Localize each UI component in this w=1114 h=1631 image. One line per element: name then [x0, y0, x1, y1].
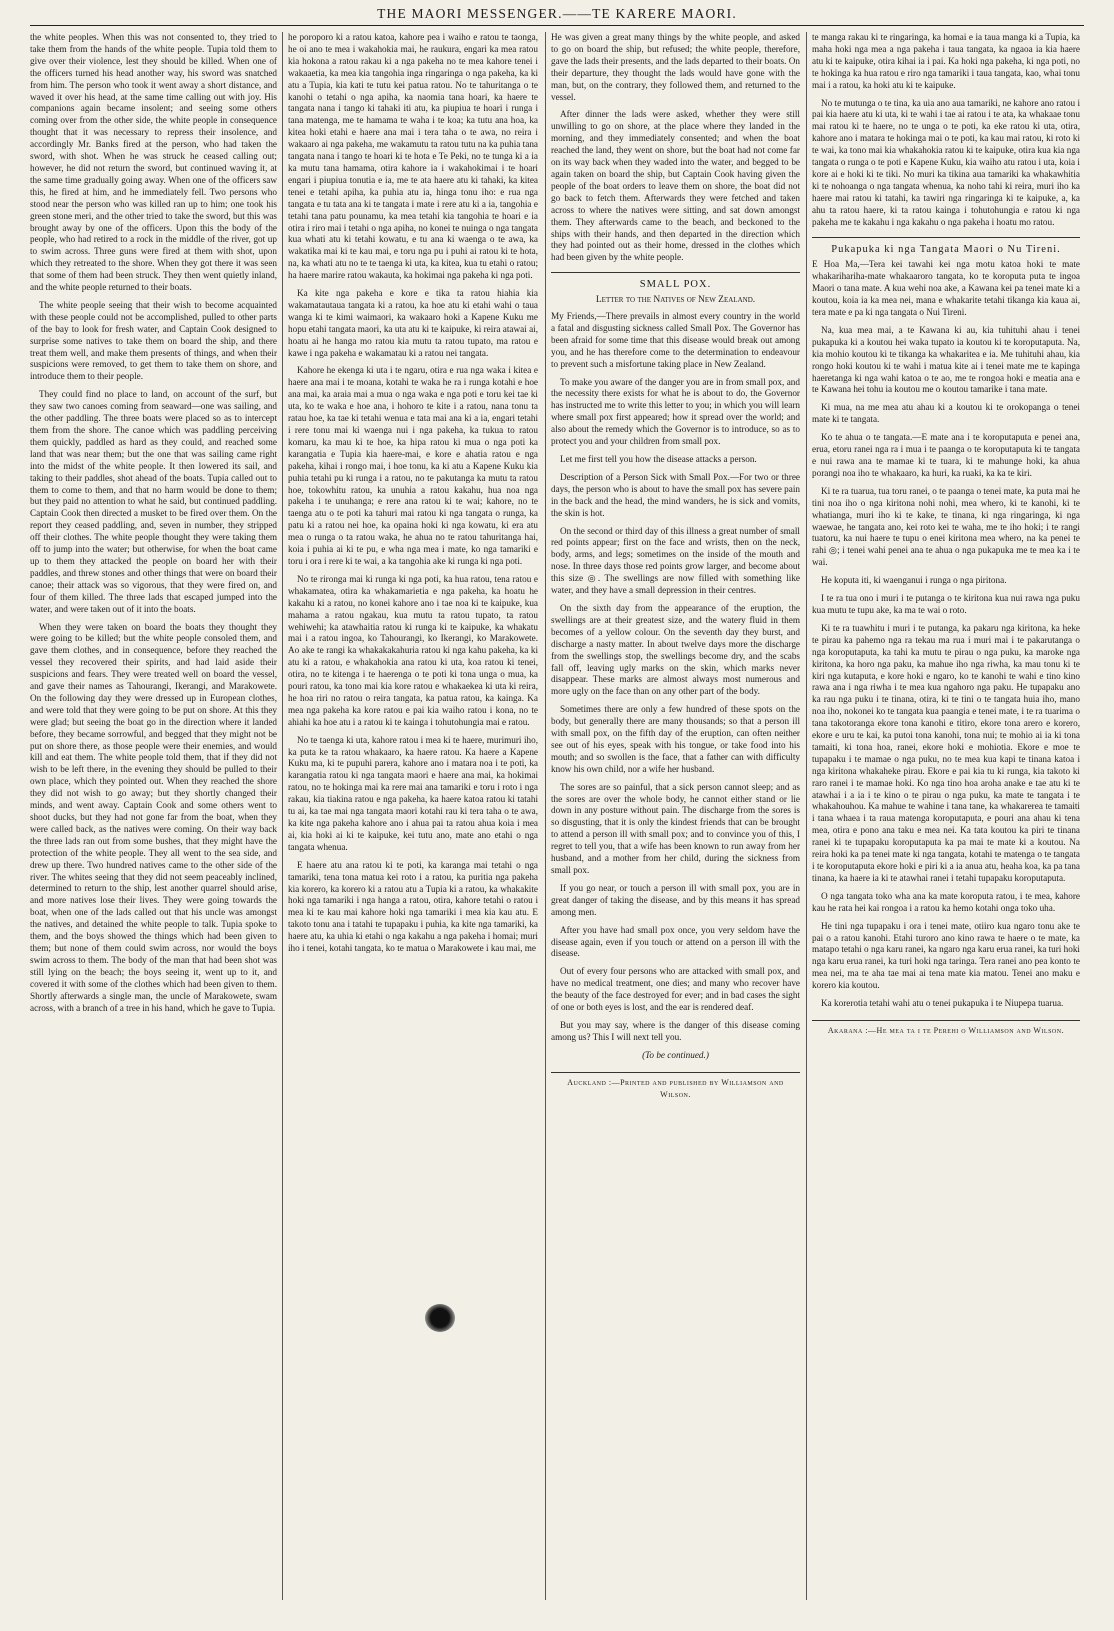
- section-title-maori: Pukapuka ki nga Tangata Maori o Nu Tireni.: [812, 237, 1080, 256]
- paragraph: The sores are so painful, that a sick person cannot sleep; and as the sores are over the whole body, he cannot either stand or lie down in any posture without pain. The discharge from the sores is so disgusting, that it is only the kindest friends that can be brought to attend a person ill with small pox; and to convince you of this, I regret to tell you, that a wife has been known to run away from her husband, and a mother from her child, during the sickness from small pox.: [551, 781, 800, 875]
- paragraph: Na, kua mea mai, a te Kawana ki au, kia tuhituhi ahau i tenei pukapuka ki a koutou hei waka tupato ia koutou ki te koroputaputa. Na, kia mohio koutou ki te tikanga ka whakaritea e ia. Me tuhituhi ahau, kia rongo hoki koutou ki te wahi i matua kite ai i tenei mate me te kapinga haeretanga ki nga wahi katoa o te ao, me te rongoa hoki e meatia ana e te Kawana hei tohu ia koutou me o koutou tamarike i tana mate.: [812, 324, 1080, 395]
- paragraph: The white people seeing that their wish to become acquainted with these people could not be accomplished, pulled to other parts of the bay to look for fresh water, and Captain Cook designed to surprise some natives to take them on board the ship, and there treat them well, and make them presents of things, and when their suspicions were removed, to get them to take them on shore, and introduce them to their people.: [30, 299, 277, 382]
- paragraph: E haere atu ana ratou ki te poti, ka karanga mai tetahi o nga tamariki, tena tona matua kei roto i a ratou, ka puritia nga pakeha kia korero, ka korero ki a ratou atu a Tupia ki a ratou, ka whakakite hoki nga tamariki i nga hanga a ratou, otira, kahore tetahi o ratou i mea ki te kau mai kahore hoki nga tamariki i mea kia kau atu. E takoto tonu ana i tatahi te tupapaku i puhia, ka kite nga tamariki, ka haere atu, ka uhia ki etahi o nga kakahu a nga pakeha i homai; muri iho i tenei, kotahi tangata, ko te matua o Marakowete i kau mai, me: [288, 859, 538, 954]
- column-rule: [282, 32, 283, 1600]
- paragraph: Kahore he ekenga ki uta i te ngaru, otira e rua nga waka i kitea e haere ana mai i te moana, kotahi te waka he ra i runga kotahi e hoe ana mai, ka araia mai a mua o nga waka e nga poti e toru kei tae ki uta, ko te waka e hoe ana, i hohoro te kite i a ratou, nana tonu ta ratau hoe, ka tae ki tetahi wenua e tata mai ana ki a ia, engari tetahi i rere tonu mai ki waenga nui i nga pakeha, ka tukua to ratou komaru, ka mau ki te hoe, ka hipa ratou ki mua o nga poti ka karangatia e Tupia kia haere-mai, e kore e ahatia ratou e nga pakeha, kihai i rongo mai, i hoe tonu, ka ki atu a Kapene Kuku kia puhia tetahi pu ki runga i a ratou, no te pakutanga ka mutu ta ratou hoe, tokowhitu ratou, ka unuhia a ratou kakahu, hua noa nga pakeha i te unuhanga; e rere ana ratou ki te wai; kahore, no te taenga atu o te poti ka tahuri mai ratou ki nga tangata o runga, ka patu ki a ratou nei hoe, ka opaina hoki ki nga kowatu, ki era atu mea o runga o ta ratou waka, he ahua no te ratou tahuritanga hai, koia i puhia ai ki te pu, e wha nga mea i mate, ko nga tamariki e toru i ora i rere ki te wai, a ka tangohia ake ki runga ki nga poti.: [288, 365, 538, 566]
- paragraph: Ki te ra tuarua, tua toru ranei, o te paanga o tenei mate, ka puta mai he tini noa iho o nga kiritona nohi nohi, mea whero, ki te kanohi, ki te whatianga, muri iho ki te kake, te tinana, ki nga ringaringa, ki nga waewae, he tangata ano, kei roto kei te waha, me te iho hoki; i te rangi tuatoru, ka nui haere te tupu o enei kiritona mea whero, na ka penei te rahi ◎; i tenei wahi penei ana te ahua o nga pukapuka me te mea ka i te wai.: [812, 485, 1080, 568]
- paragraph: My Friends,—There prevails in almost every country in the world a fatal and disgusting sickness called Small Pox. The Governor has been afraid for some time that this disease would break out among you, and he has therefore come to the determination to endeavour to prevent such a misfortune taking place in New Zealand.: [551, 311, 800, 369]
- paragraph: After you have had small pox once, you very seldom have the disease again, even if you touch or attend on a person ill with the disease.: [551, 924, 800, 959]
- paragraph: If you go near, or touch a person ill with small pox, you are in great danger of taking the disease, and by this means it has spread among men.: [551, 882, 800, 917]
- paragraph: Ka korerotia tetahi wahi atu o tenei pukapuka i te Niupepa tuarua.: [821, 998, 1064, 1009]
- paragraph: After dinner the lads were asked, whether they were still unwilling to go on shore, at the place where they landed in the morning, and they immediately consented; and when the boat reached the land, they went on shore, but the boat had not come far on its way back when they waded into the water, and begged to be again taken on board the ship, but Captain Cook having given the people of the boat orders to leave them on shore, the boat did not go back to fetch them. Afterwards they were fetched and taken across to where the natives were sitting, and sat down amongst them. They afterwards came to the beach, and beckoned to the ships with their hands, and then departed in the direction which they had pointed out as their home, dressed in the clothes which had been given by the white people.: [551, 109, 800, 263]
- column-rule: [806, 32, 807, 1600]
- paragraph: He was given a great many things by the white people, and asked to go on board the ship, but refused; the white people, therefore, gave the lads their presents, and the lads departed to their boats. On their departure, they thought the lads would have gone with the man, but, on the contrary, they followed them, and returned to the vessel.: [551, 32, 800, 102]
- paragraph: When they were taken on board the boats they thought they were going to be killed; but the white people consoled them, and gave them clothes, and in consequence, before they reached the vessel they recovered their spirits, and had laid aside their suspicions and fears. They were treated well on board the vessel, and gave their names as Tahourangi, Ikerangi, and Marakowete. On the following day they were dressed up in European clothes, and were told that they were going to be put on shore. At this they were glad; but seeing the boat go in the direction where it landed before, they became sorrowful, and begged that they might not be put on shore there, as those people were their enemies, and would kill and eat them. The white people told them, that if they did not wish to be left there, in the evening they should be pulled to their own place, which they pointed out. When they reached the shore they did not wish to go away; but they shortly changed their minds, and went away. Captain Cook and some others went to shoot ducks, but they had not gone far from the boat, when they were called back, as the natives were coming. On their way back the three lads ran out from some bushes, that they might have the protection of the white people. They all went to the sea side, and drew up there. Two hundred natives came to the other side of the river. The whites seeing that they did not seem peaceably inclined, determined to return to the ship, lest another quarrel should arise, and more natives lose their lives. They were going towards the boat, when one of the lads called out that his uncle was amongst the natives, and detained the white people to talk. Tupia spoke to them, and the boys showed the things which had been given to them; but none of them could swim across, nor would the boys swim across to them. The body of the man that had been shot was still lying on the beach; the boys seeing it, went up to it, and covered it with some of the clothes which had been given to them. Shortly afterwards a single man, the uncle of Marakowete, swam across, with a branch of a tree in his hand, which he gave to Tupia.: [30, 621, 277, 1013]
- paragraph: Ki mua, na me mea atu ahau ki a koutou ki te orokopanga o tenei mate ki te tangata.: [812, 402, 1080, 425]
- imprint-english: Auckland :—Printed and published by Williamson and Wilson.: [551, 1072, 800, 1101]
- paragraph: he poroporo ki a ratou katoa, kahore pea i waiho e ratou te taonga, he oi ano te mea i wakahokia mai, he raukura, engari ka mea ratou kia hokona a ratou rakau ki a nga pakeha no te mea kahore tenei i wakaaetia, ka mea kia tangohia inga ringaringa o nga pakeha, ka ki atu a Tupia, kia kati te tutu kei patua ratou. No te tahuritanga o te kanohi o tetahi o nga apiha, ka naomia tana hoari, ka haere te tangata nana i tango ki tahaki iti atu, ka piupiua te hoari i runga i tana matenga, me te hamama te waha i te koa; ka tutu ana hoa, ka kitea hoki etahi e haere ana mai i tera taha o te awa, no reira i wakaaro ai nga pakeha, me wakamutu ta ratou tutu na ka puhia tana tangata nana i tango te hoari ki te hota e Te Peki, no te tunga ki a ia ka mutu tana hamama, otira kahore ia i wakahokimai i te hoari engari i piupiua tonutia e ia, me te ata haere atu ki tahaki, ka kitea tenei e tetahi apiha, ka puhia atu ia, hinga tonu iho: e rua nga tangata e tu tata ana ki te tangata i mate i rere atu ki a ia, tangohia e tetahi tana patu pounamu, ka mea tetahi kia tangohia te hoari e ia otira i riro mai i tetahi o nga apiha, no konei te nuinga o nga tangata kua whati atu ki tetahi kowatu, e tu ana ki waenga o te awa, ka wakatika mai ki te kau mai, e toru nga pu i puhi ai ratou ki te hota, na, ka whati atu no te te taenga ki uta, ka kitea, kua tu etahi o ratou; ha haere marire ratou wakauta, ka hokimai nga pakeha ki nga poti.: [288, 32, 538, 281]
- paragraph: Ko te ahua o te tangata.—E mate ana i te koroputaputa e penei ana, erua, etoru ranei nga ra i mua i te paanga o te koroputaputa ki te tangata e nui rawa ana te mamae ki te tuara, ki te mahunge hoki, ka ahua porangi noa iho te whakaaro, ka huri, ka ruaki, ka ka te kiri.: [812, 432, 1080, 478]
- paragraph: No te taenga ki uta, kahore ratou i mea ki te haere, murimuri iho, ka puta ke ta ratou whakaaro, ka haere ratou. Ka haere a Kapene Kuku ma, ki te pupuhi parera, kahore ano i matara noa i te poti, ka karangatia ratou ki nga tangata maori e haere ana mai, ka hokimai ratou, no te hokinga mai ka rere mai ana tamariki e toru i roto i nga rakau, kia tiakina ratou e nga pakeha, ka haere katoa ratou ki tatahi tu ai, ka tae mai nga tangata maori kotahi rau ki tera taha o te awa, ka kite nga pakeha kahore ano i ahua pai ta ratou ahua koia i mea ai, kia hoki ai ki te kaipuke, kei tutu ano, mate ano etahi o nga tangata whenua.: [288, 734, 538, 852]
- to-be-continued: (To be continued.): [642, 1049, 709, 1060]
- ink-blot: [425, 1304, 455, 1332]
- section-subhead: Letter to the Natives of New Zealand.: [595, 295, 756, 306]
- paragraph: Description of a Person Sick with Small Pox.—For two or three days, the person who is about to have the small pox has severe pain in the back and the head, the mind wanders, he is sick and vomits, the skin is hot.: [551, 471, 800, 518]
- section-title: SMALL POX.: [551, 272, 800, 291]
- paragraph: Let me first tell you how the disease attacks a person.: [560, 454, 757, 464]
- paragraph: No te mutunga o te tina, ka uia ano aua tamariki, ne kahore ano ratou i pai kia haere atu ki uta, ki te wahi i tae ai ratou i te ata, ka whakaae tonu mai ratou ki te haere, no te unga o te poti, ka eke ratou ki uta, otira, kahore ano i matara te hokinga mai o te poti, ka kau mai ratou, ki roto ki te wai, ka tono mai kia whakahokia ratou ki te kaipuke, otira kua kia nga tangata o runga o te poti e Kapene Kuku, kia waiho atu ratou i uta, koia i kore ai e hoki ki te tiki. No muri ka tikina aua tamariki ka whakawhitia ki te nohoanga o nga tangata whenua, ka noho tahi ki reira, muri iho ka haere mai ratou ki tatahi, ka tawiri nga ringaringa ki te kaipuke, a, ka ahu ta ratou haere, ki ta ratou kainga i tohutohungia e ratou ki nga pakeha me te kakahu i nga kakahu o nga pakeha i hoatu mo ratou.: [812, 97, 1080, 227]
- imprint-maori: Akarana :—He mea ta i te Perehi o Williamson and Wilson.: [812, 1020, 1080, 1037]
- column-maori-cook: [288, 32, 538, 1604]
- paragraph: To make you aware of the danger you are in from small pox, and the necessity there exists for what he is about to do, the Governor has instructed me to write this letter to you; in which you will learn where small pox first appeared; how it spread over the world; and also about the remedy which the Governor is to introduce, so as to protect you and your children from small pox.: [551, 376, 800, 447]
- paragraph: He koputa iti, ki waenganui i runga o nga piritona.: [821, 575, 1007, 586]
- paragraph: Ka kite nga pakeha e kore e tika ta ratou hiahia kia wakamatautaua tangata ki a ratou, ka hoe atu ki etahi wahi o taua wanga ki te kimi waimaori, ka wakaaro hoki a Kapene Kuku me hopu etahi tangata maori, ka uta atu ki te kaipuke, ki reira atawai ai, hoatu ai he hanga mo ratou kia mutu ta ratou tupato, ma ratou e kawe i nga pakeha e wakamatau ki a ratou nei tangata.: [288, 288, 538, 358]
- paragraph: Ki te ra tuawhitu i muri i te putanga, ka pakaru nga kiritona, ka heke te pirau ka pahemo nga ra tekau ma rua i muri mai i te pakarutanga o nga koroputaputa, ka tahi ka mutu te pirau o nga puku, ka maroke nga kiritona, ka horo nga paku, ka mahue iho nga riwha, ka mau tonu ki te kiri nga kutaputa, e kore hoki e ngaro, ko te kanohi te wahi e tino kino rawa ana i nga riwha i te mea kua ngahoro nga paku. He tupapaku ano ka rau nga puku i te tinana, otira, ki te tini o te tangata huia iho, mano noa iho, nokonei ko te tangata kua paangia e tenei mate, i te ra tuarima o tana takotoranga ekore tona kanohi e titiro, ekore tona arero e korero, ekore e uru te kai, ka putoi tona kanohi, tona nui; te mohio ai ia ki tona tamaiti, ki tona hoa, ranei, ekore hoki e mohiotia. Ekore e moe te tupapaku i te mamae o nga puku, no te mea kua kapi te tinana katoa i nga kiritona whakaheke pirau. Ekore e pai kia tu ki runga, kia takoto ki raro ranei i te mamae hoki. Ko nga tino hoa aroha anake e tae atu ki te atawhai i a ia i te kino o te pirau o nga puku, ka mate te tangata i te whakahouhou. Ka mahue te wahine i tana tane, ka whakarerea te tamaiti i tana whaea i ta raua matenga koroputaputa, e pouri ana ahau ki tena mea, otira e pono ana taku e mea nei. Ka tata koutou ka piri te tinana ranei ki te tupapaku koroputaputa ka pa mai te mate ki a koutou. Na reira hoki ka pa tenei mate ki nga tangata, kotahi te matenga o te tangata i te koroputaputa ekore hoki e piri ki a ia anua atu, heaha koa, ka pa tana tinana, ka haere ia ki te atawhai ranei i tetahi tupapaku koroputaputa.: [812, 622, 1080, 883]
- paragraph: He tini nga tupapaku i ora i tenei mate, otiiro kua ngaro tonu ake te pai o a ratou kanohi. Etahi turoro ano kino rawa te haere o te mate, ka matapo tetahi o nga karu ranei, ka ngaro nga karu erua ranei, ka turi hoki nga karu erua ranei, ka turi hoki nga taringa. Tera ranei ano pea konto te mea nei, ma te aha tae mai ai tena mate kia matou. Tenei ano maku e korero kia koutou.: [812, 920, 1080, 991]
- paragraph: Sometimes there are only a few hundred of these spots on the body, but generally there are many thousands; so that a person ill with small pox, on the fifth day of the eruption, can often neither see out of his eyes, speak with his tongue, or take food into his mouth; and so swollen is the face, that a father can with difficulty know his own child, nor a wife her husband.: [551, 704, 800, 774]
- column-maori-smallpox: [812, 32, 1080, 1604]
- paragraph: On the second or third day of this illness a great number of small red points appear; first on the face and wrists, then on the neck, body, arms, and legs; sometimes on the inside of the mouth and nose. In three days those red points grow larger, and become about this size ◎. The swellings are now filled with something like water, and they have a small depression in their centres.: [551, 525, 800, 596]
- paragraph: O nga tangata toko wha ana ka mate koroputa ratou, i te mea, kahore kau he rata hei kai rongoa i a ratou ka hemo kotahi onga toko uha.: [812, 890, 1080, 913]
- paragraph: te manga rakau ki te ringaringa, ka homai e ia taua manga ki a Tupia, ka maha hoki nga mea a nga pakeha i taua tangata, ka ngaoa ia kia haere atu ki te kaipuke, otira kihai ia i pai. Ka hoki nga pakeha, ki nga poti, no te hokinga ka hua ratou e riro nga tamariki i taua tangata, kao, whai tonu mai i a ratou, ka hoki atu ki te kaipuke.: [812, 32, 1080, 90]
- paragraph: But you may say, where is the danger of this disease coming among us? This I will next tell you.: [551, 1019, 800, 1042]
- paragraph: E Hoa Ma,—Tera kei tawahi kei nga motu katoa hoki te mate whakarihariha-mate whakaaroro tangata, ko te koroputa puta te ingoa Maori o tana mate. A kua wehi noa ake, a Kawana kei pa tenei mate ki a koutou, koia ia ka mea nei, mana e whakarite tetahi tikanga kia kaua ai, tera mate e pa ki nga tangata o Nui Tireni.: [812, 259, 1080, 318]
- column-rule: [545, 32, 546, 1600]
- column-english-cook: [30, 32, 277, 1604]
- column-english-smallpox: [551, 32, 800, 1604]
- masthead: THE MAORI MESSENGER.——TE KARERE MAORI.: [30, 6, 1084, 26]
- paragraph: the white peoples. When this was not consented to, they tried to take them from the hands of the white people. Tupia told them to give over their violence, lest they should be killed. When one of the officers turned his head another way, his sword was snatched from him. The person who took it went away a short distance, and waved it over his head, at the same time calling out with joy. His companions again became insolent; and seeing some others coming over from the other side, the white people in consequence thought that it was necessary to repress their insolence, and accordingly Mr. Banks fired at the person, who had taken the sword, with shot. When he was struck he ceased calling out; however, he did not return the sword, but continued waving it, at the same time gradually going away. When one of the officers saw this, he fired at him, and he immediately fell. Two persons who stood near the person who was killed ran up to him; one took his green stone meri, and the other tried to take the sword, but this was brought away by one of the officers. Upon this the body of the people, who had retired to a rock in the middle of the river, got up to swim across. Three guns were fired at them with shot, upon which they retreated to the shore. When they got there it was seen that some of them had been struck. They then went quietly inland, and the white people returned to their boats.: [30, 32, 277, 293]
- paragraph: On the sixth day from the appearance of the eruption, the swellings are at their greatest size, and the watery fluid in them becomes of a yellow colour. On the seventh day they burst, and discharge a nasty matter. In about twelve days more the discharge from the swellings stop, the swellings become dry, and the scabs fall off, leaving ugly marks on the skin, which marks never disappear. These marks are almost always most numerous and more ugly on the face than on any other part of the body.: [551, 602, 800, 697]
- paragraph: Out of every four persons who are attacked with small pox, and have no medical treatment, one dies; and many who recover have the beauty of the face destroyed for ever; and in bad cases the sight of one or both eyes is lost, and the ear is rendered deaf.: [551, 966, 800, 1013]
- paragraph: No te rironga mai ki runga ki nga poti, ka hua ratou, tena ratou e whakamatea, otira ka whakamarietia e nga pakeha, ka hoatu he kakahu ki a ratou, no konei kahore ano i tae noa ki te kaipuke, kua mahama a ratou ngakau, kua mutu ta ratou tupato, ta ratou wehiwehi; ka atawhaitia ratou ki runga ki te kaipuke, ka whakatu mai i a ratou ingoa, ko Tahourangi, ko Ikerangi, ko Marakowete. Ao ake te rangi ka whakakakahuria ratou ki nga kahu pakeha, ka ki atu ki a ratou, e whakahokia ana ratou ki uta, koa ratou ki tenei, otira, no te kitenga i te haerenga o te poti ki tona unga o mua, ka pouri ratou, ka tono mai kia kore ratou e whakaekea ki uta ki reira, he hoa riri no ratou o reira tangata, ka patua ratou, ka kainga. Ka mea nga pakeha ka kore ratou e pai kia waiho ratou i kona, no te ahiahi ka hoe atu i a ratou ki te kainga i tohutohungia mai e ratou.: [288, 573, 538, 727]
- paragraph: They could find no place to land, on account of the surf, but they saw two canoes coming from seaward—one was sailing, and the other paddling. The three boats were placed so as to intercept them from the shore. The canoe which was paddling perceiving them quickly, paddled as hard as they could, and reached some land that was near them; but the one that was sailing came right into the midst of the white people. It then lowered its sail, and taking to their paddles, shot ahead of the boats. Tupia called out to them to come to them, and that no harm would be done to them; but they paid no attention to what he said, but continued paddling. Captain Cook then directed a musket to be fired over them. On the report they ceased paddling, and, seven in number, they stripped off their clothes. The white people thought they were taking them off to jump into the water; but otherwise, for when the boat came up to them they attacked the people on board her with their paddles, and threw stones and other things that were on board their canoe; their attack was so vigorous, that they were fired on, and four of them killed. The three lads that escaped jumped into the water, and were taken out of it into the boats.: [30, 389, 277, 614]
- paragraph: I te ra tua ono i muri i te putanga o te kiritona kua nui rawa nga puku kua mutu te tupu ake, ka ma te wai o roto.: [812, 593, 1080, 615]
